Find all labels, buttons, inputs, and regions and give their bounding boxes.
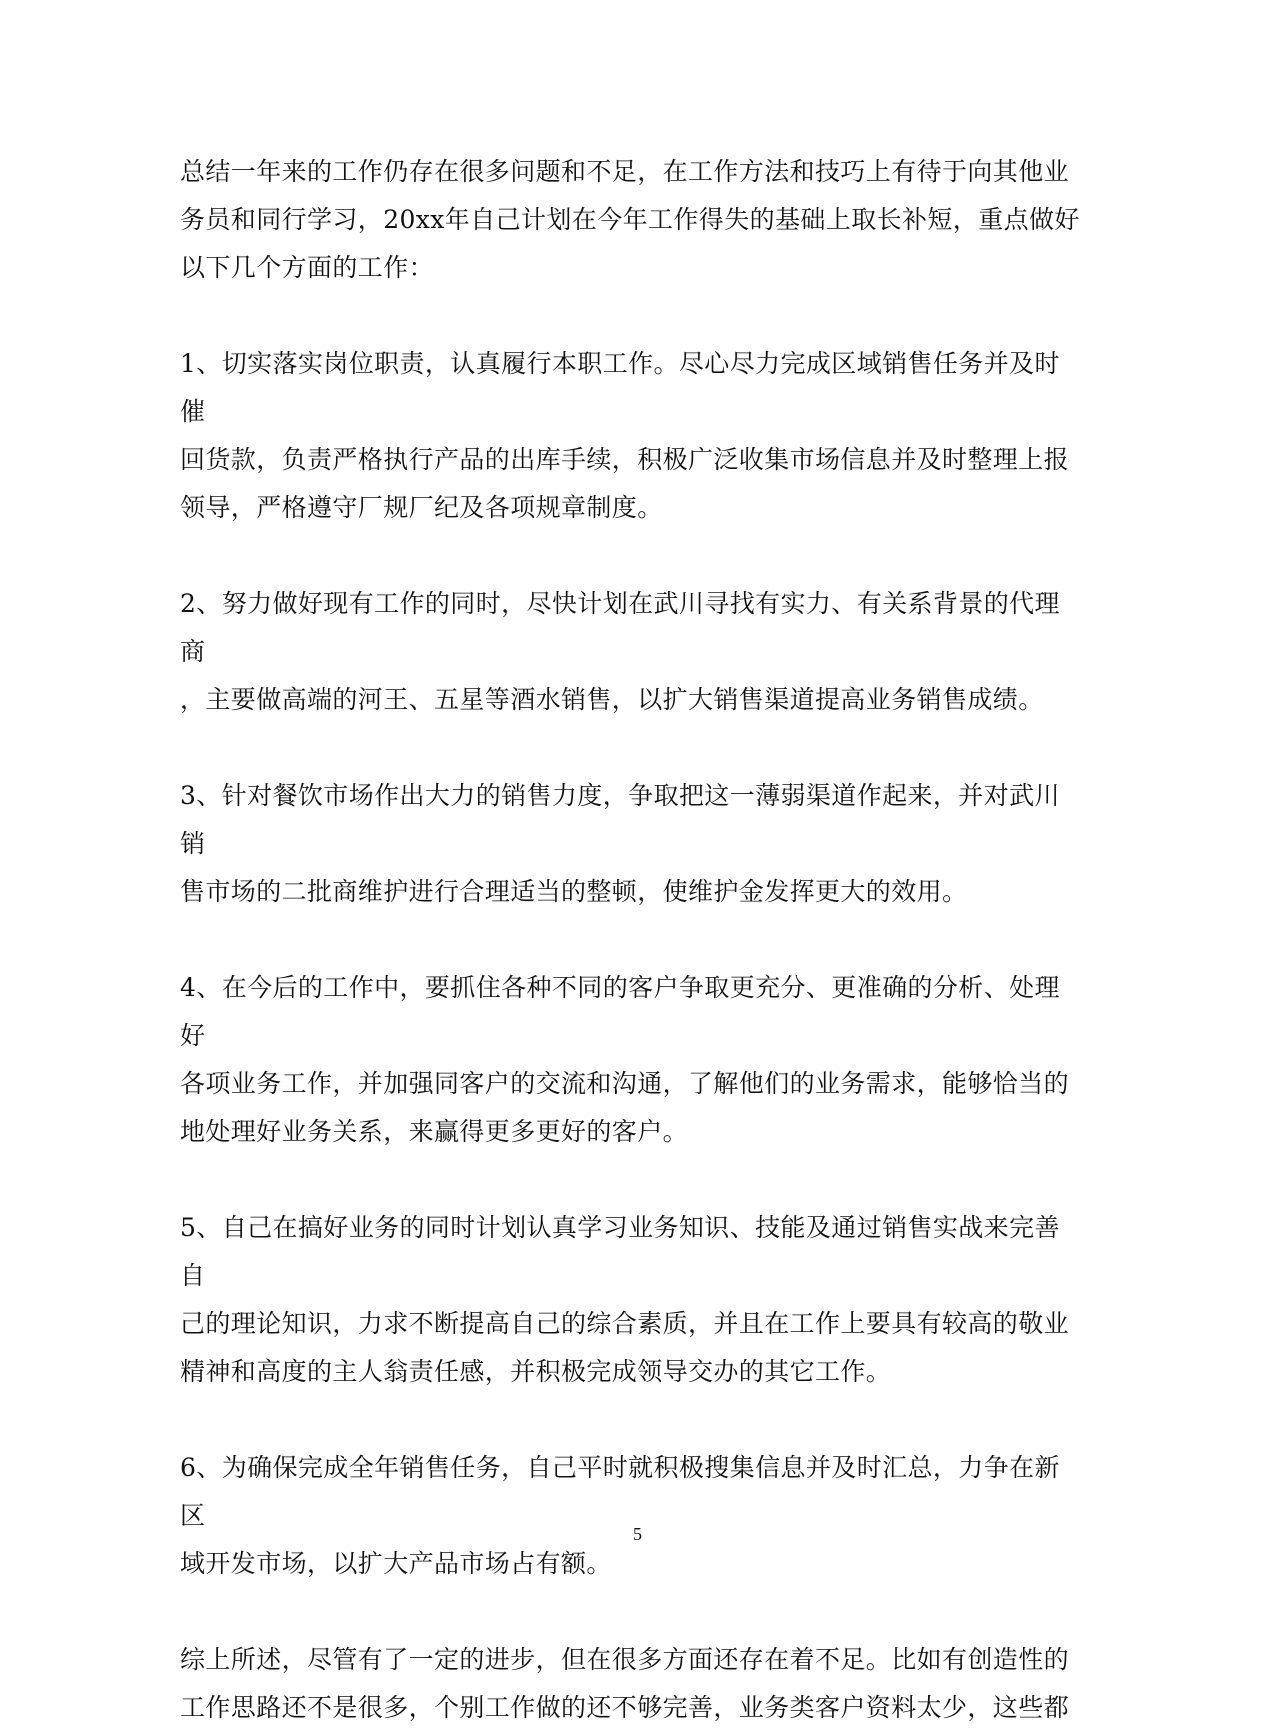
document-body bbox=[180, 148, 1085, 1732]
paragraph-item-6: 6、为确保完成全年销售任务，自己平时就积极搜集信息并及时汇总，力争在新区 域开发市场，以扩大产品市场占有额。 bbox=[180, 1453, 1060, 1578]
paragraph-summary-intro: 总结一年来的工作仍存在很多问题和不足，在工作方法和技巧上有待于向其他业 务员和同行学习，20xx年自己计划在今年工作得失的基础上取长补短，重点做好 以下几个方面的工作： bbox=[180, 157, 1080, 282]
paragraph-item-4: 4、在今后的工作中，要抓住各种不同的客户争取更充分、更准确的分析、处理好 各项业务工作，并加强同客户的交流和沟通，了解他们的业务需求，能够恰当的 地处理好业务关系，来赢得更多更好的客户。 bbox=[180, 973, 1070, 1146]
paragraph-item-5: 5、自己在搞好业务的同时计划认真学习业务知识、技能及通过销售实战来完善自 己的理论知识，力求不断提高自己的综合素质，并且在工作上要具有较高的敬业 精神和高度的主人翁责任感，并积极完成领导交办的其它工作。 bbox=[180, 1213, 1070, 1386]
paragraph-item-2: 2、努力做好现有工作的同时，尽快计划在武川寻找有实力、有关系背景的代理商 ，主要做高端的河王、五星等酒水销售，以扩大销售渠道提高业务销售成绩。 bbox=[180, 589, 1060, 714]
page-number: 5 bbox=[633, 1524, 642, 1544]
paragraph-conclusion: 综上所述，尽管有了一定的进步，但在很多方面还存在着不足。比如有创造性的 工作思路还不是很多，个别工作做的还不够完善，业务类客户资料太少，这些都 bbox=[180, 1645, 1070, 1722]
paragraph-item-1: 1、切实落实岗位职责，认真履行本职工作。尽心尽力完成区域销售任务并及时催 回货款，负责严格执行产品的出库手续，积极广泛收集市场信息并及时整理上报 领导，严格遵守厂规厂纪及各项规章制度。 bbox=[180, 349, 1070, 522]
paragraph-item-3: 3、针对餐饮市场作出大力的销售力度，争取把这一薄弱渠道作起来，并对武川销 售市场的二批商维护进行合理适当的整顿，使维护金发挥更大的效用。 bbox=[180, 781, 1060, 906]
